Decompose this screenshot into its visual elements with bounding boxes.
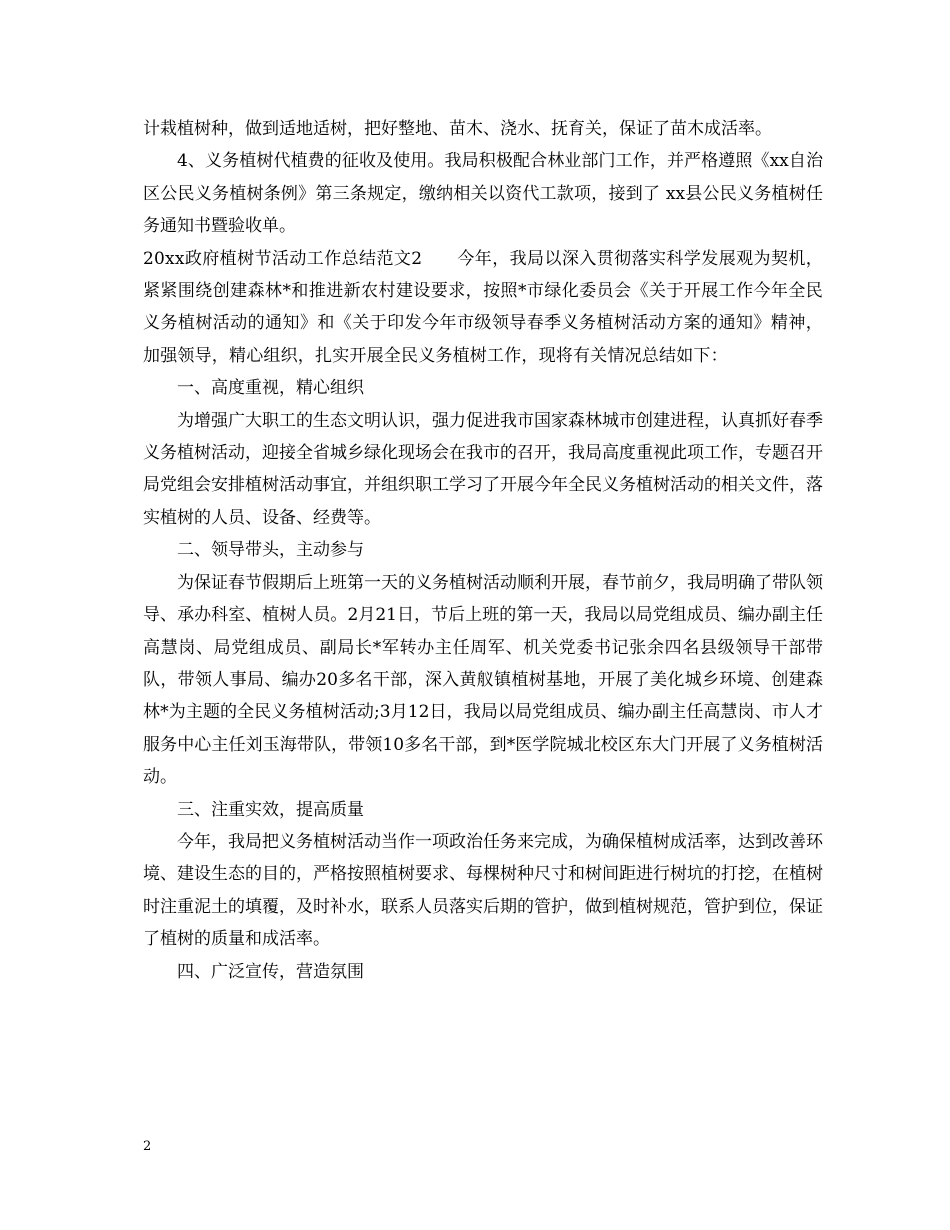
paragraph: 20xx政府植树节活动工作总结范文2 今年，我局以深入贯彻落实科学发展观为契机，紧紧围绕创建森林*和推进新农村建设要求，按照*市绿化委员会《关于开展工作今年全民义务植树活动的通知》和《关于印发今年市级领导春季义务植树活动方案的通知》精神，加强领导，精心组织，扎实开展全民义务植树工作，现将有关情况总结如下： (143, 248, 823, 366)
paragraph: 计栽植树种，做到适地适树，把好整地、苗木、浇水、抚育关，保证了苗木成活率。 (143, 119, 772, 139)
section-heading: 三、注重实效，提高质量 (177, 799, 364, 820)
section-heading: 二、领导带头，主动参与 (177, 540, 364, 561)
paragraph: 为保证春节假期后上班第一天的义务植树活动顺利开展，春节前夕，我局明确了带队领导、承办科室、植树人员。2月21日，节后上班的第一天，我局以局党组成员、编办副主任高慧岗、局党组成员、副局长*军转办主任周军、机关党委书记张余四名县级领导干部带队，带领人事局、编办20多名干部，深入黄舣镇植树基地，开展了美化城乡环境、创建森林*为主题的全民义务植树活动;3月12日，我局以局党组成员、编办副主任高慧岗、市人才服务中心主任刘玉海带队，带领10多名干部，到*医学院城北校区东大门开展了义务植树活动。 (143, 572, 823, 788)
section-heading: 一、高度重视，精心组织 (177, 378, 364, 399)
page-number: 2 (143, 1139, 152, 1154)
paragraph: 4、义务植树代植费的征收及使用。我局积极配合林业部门工作，并严格遵照《xx自治区公民义务植树条例》第三条规定，缴纳相关以资代工款项，接到了 xx县公民义务植树任务通知书暨验收单。 (143, 151, 823, 237)
section-heading: 四、广泛宣传，营造氛围 (177, 961, 364, 982)
document-body (143, 113, 823, 988)
paragraph: 今年，我局把义务植树活动当作一项政治任务来完成，为确保植树成活率，达到改善环境、建设生态的目的，严格按照植树要求、每棵树种尺寸和树间距进行树坑的打挖，在植树时注重泥土的填覆，及时补水，联系人员落实后期的管护，做到植树规范，管护到位，保证了植树的质量和成活率。 (143, 831, 823, 950)
paragraph: 为增强广大职工的生态文明认识，强力促进我市国家森林城市创建进程，认真抓好春季义务植树活动，迎接全省城乡绿化现场会在我市的召开，我局高度重视此项工作，专题召开局党组会安排植树活动事宜，并组织职工学习了开展今年全民义务植树活动的相关文件，落实植树的人员、设备、经费等。 (143, 410, 823, 528)
